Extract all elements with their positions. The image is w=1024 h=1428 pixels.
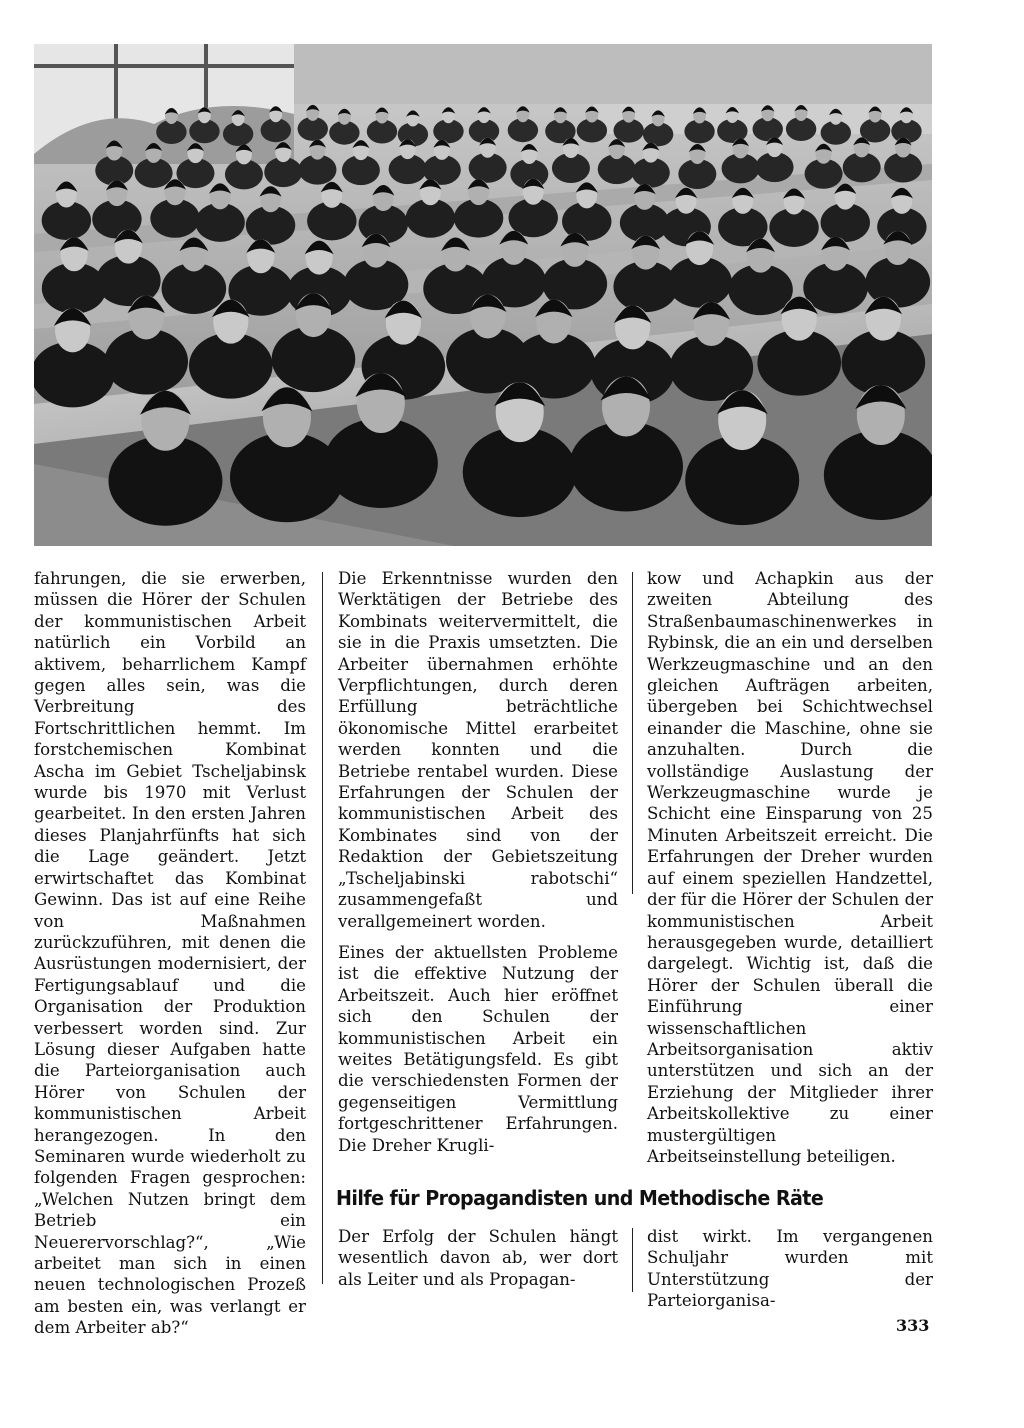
paragraph: Eines der aktuellsten Probleme ist die effektive Nutzung der Arbeitszeit. Auch hier eröffnet sich den Schulen der kommunistischen Arbeit ein weites Betätigungsfeld. Es gibt die verschiedensten Formen der gegenseitigen Vermittlung fortgeschrittener Erfahrungen. Die Dreher Krugli- (338, 942, 618, 1155)
paragraph: fahrungen, die sie erwerben, müssen die Hörer der Schulen der kommunistischen Arbeit natürlich ein Vorbild an aktivem, beharrlichem Kampf gegen alles sein, was die Verbreitung des Fortschrittlichen hemmt. Im forstchemischen Kombinat Ascha im Gebiet Tscheljabinsk wurde bis 1970 mit Verlust gearbeitet. In den ersten Jahren dieses Planjahrfünfts hat sich die Lage geändert. Jetzt erwirtschaftet das Kombinat Gewinn. Das ist auf eine Reihe von Maßnahmen zurückzuführen, mit denen die Ausrüstungen modernisiert, der Fertigungsablauf und die Organisation der Produktion verbessert worden sind. Zur Lösung dieser Aufgaben hatte die Parteiorganisation auch Hörer von Schulen der kommunistischen Arbeit herangezogen. In den Seminaren wurde wiederholt zu folgenden Fragen gesprochen: „Welchen Nutzen bringt dem Betrieb ein Neuerervorschlag?“, „Wie arbeitet man sich in einen neuen technologischen Prozeß am besten ein, was verlangt er dem Arbeiter ab?“ (34, 569, 306, 1338)
text-column-1 (34, 568, 306, 1339)
column-divider (322, 572, 323, 1284)
text-column-3 (647, 568, 933, 1167)
text-column-2-continued (338, 1226, 618, 1290)
column-divider (632, 1228, 633, 1292)
paragraph: Die Erkenntnisse wurden den Werktätigen der Betriebe des Kombinats weitervermittelt, die sie in die Praxis umsetzten. Die Arbeiter übernahmen erhöhte Verpflichtungen, durch deren Erfüllung beträchtliche ökonomische Mittel erarbeitet werden konnten und die Betriebe rentabel wurden. Diese Erfahrungen der Schulen der kommunistischen Arbeit des Kombinates sind von der Redaktion der Gebietszeitung „Tscheljabinski rabotschi“ zusammengefaßt und verallgemeinert worden. (338, 569, 618, 931)
section-heading: Hilfe für Propagandisten und Methodische Räte (336, 1186, 824, 1210)
paragraph: Der Erfolg der Schulen hängt wesentlich davon ab, wer dort als Leiter und als Propagan- (338, 1227, 618, 1289)
page-number: 333 (896, 1316, 930, 1335)
lecture-hall-photo (34, 44, 932, 546)
paragraph: dist wirkt. Im vergangenen Schuljahr wurden mit Unterstützung der Parteiorganisa- (647, 1227, 933, 1311)
lecture-hall-photo-icon (34, 44, 932, 546)
text-column-3-continued (647, 1226, 933, 1312)
window-area (34, 44, 294, 164)
text-column-2 (338, 568, 618, 1156)
paragraph: kow und Achapkin aus der zweiten Abteilung des Straßenbaumaschinenwerkes in Rybinsk, die an ein und derselben Werkzeugmaschine und an den gleichen Aufträgen arbeiten, übergeben bei Schichtwechsel einander die Maschine, ohne sie anzuhalten. Durch die vollständige Auslastung der Werkzeugmaschine wurde je Schicht eine Einsparung von 25 Minuten Arbeitszeit erreicht. Die Erfahrungen der Dreher wurden auf einem speziellen Handzettel, der für die Hörer der Schulen der kommunistischen Arbeit herausgegeben wurde, detailliert dargelegt. Wichtig ist, daß die Hörer der Schulen überall die Einführung einer wissenschaftlichen Arbeitsorganisation aktiv unterstützen und sich an der Erziehung der Mitglieder ihrer Arbeitskollektive zu einer mustergültigen Arbeitseinstellung beteiligen. (647, 569, 933, 1166)
column-divider (632, 572, 633, 894)
